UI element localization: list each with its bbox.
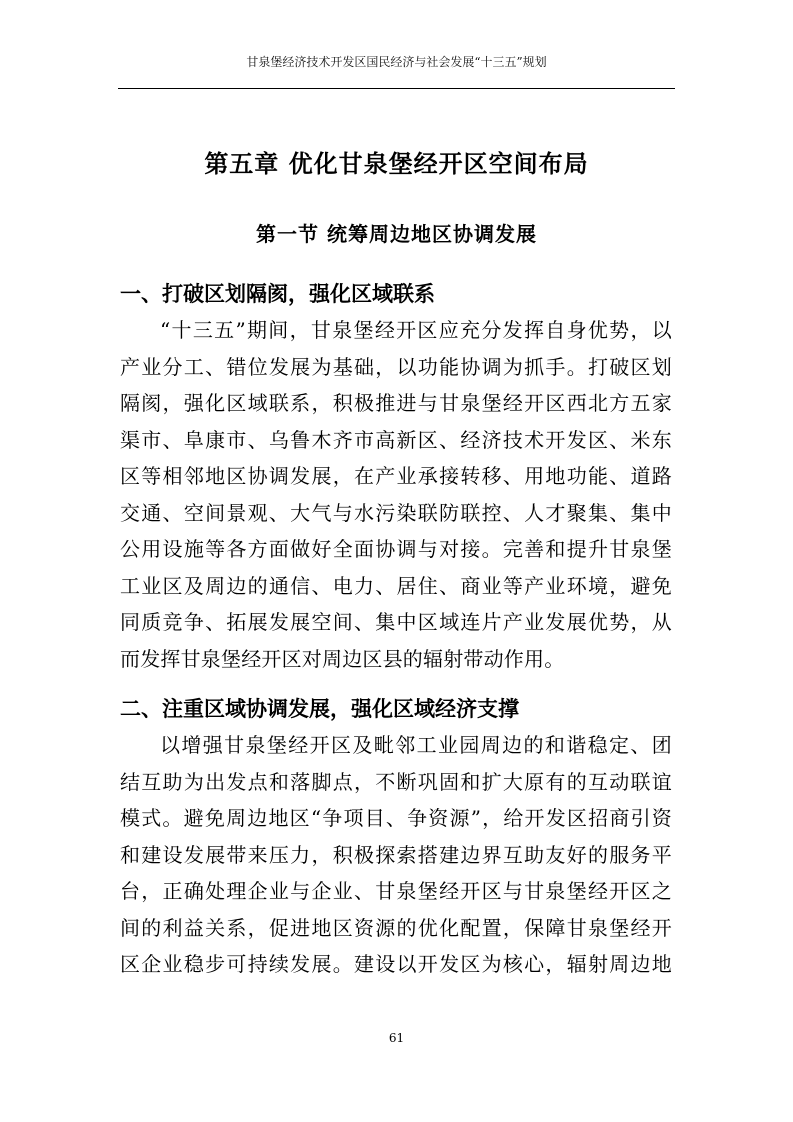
paragraph-line: 区企业稳步可持续发展。建设以开发区为核心，辐射周边地 bbox=[120, 952, 672, 976]
chapter-title: 第五章 优化甘泉堡经开区空间布局 bbox=[204, 150, 589, 178]
subsection-heading-1: 一、打破区划隔阂，强化区域联系 bbox=[120, 282, 435, 306]
paragraph-line: 和建设发展带来压力，积极探索搭建边界互助友好的服务平 bbox=[120, 842, 672, 867]
paragraph-line: 产业分工、错位发展为基础，以功能协调为抓手。打破区划 bbox=[120, 354, 672, 379]
paragraph-line: 公用设施等各方面做好全面协调与对接。完善和提升甘泉堡 bbox=[120, 537, 672, 561]
paragraph-line: 工业区及周边的通信、电力、居住、商业等产业环境，避免 bbox=[120, 573, 672, 598]
paragraph-line: 模式。避免周边地区“争项目、争资源”，给开发区招商引资 bbox=[120, 806, 672, 830]
paragraph-line: 而发挥甘泉堡经开区对周边区县的辐射带动作用。 bbox=[120, 646, 565, 671]
paragraph-line: 区等相邻地区协调发展，在产业承接转移、用地功能、道路 bbox=[120, 464, 672, 488]
body-content bbox=[120, 276, 672, 983]
running-header: 甘泉堡经济技术开发区国民经济与社会发展“十三五”规划 bbox=[246, 55, 547, 69]
section-spacer bbox=[120, 677, 672, 691]
header-divider bbox=[118, 88, 675, 89]
section-title: 第一节 统筹周边地区协调发展 bbox=[256, 222, 537, 246]
paragraph-line: 同质竞争、拓展发展空间、集中区域连片产业发展优势，从 bbox=[120, 610, 672, 634]
paragraph-2 bbox=[120, 727, 672, 983]
paragraph-line: “十三五”期间，甘泉堡经开区应充分发挥自身优势，以 bbox=[160, 318, 672, 342]
paragraph-line: 以增强甘泉堡经开区及毗邻工业园周边的和谐稳定、团 bbox=[160, 733, 672, 757]
paragraph-line: 间的利益关系，促进地区资源的优化配置，保障甘泉堡经开 bbox=[120, 915, 672, 940]
paragraph-line: 交通、空间景观、大气与水污染联防联控、人才聚集、集中 bbox=[120, 500, 672, 525]
paragraph-line: 隔阂，强化区域联系，积极推进与甘泉堡经开区西北方五家 bbox=[120, 391, 672, 415]
paragraph-line: 渠市、阜康市、乌鲁木齐市高新区、经济技术开发区、米东 bbox=[120, 427, 672, 452]
paragraph-line: 结互助为出发点和落脚点，不断巩固和扩大原有的互动联谊 bbox=[120, 769, 672, 794]
subsection-heading-2: 二、注重区域协调发展，强化区域经济支撑 bbox=[120, 697, 519, 721]
paragraph-line: 台，正确处理企业与企业、甘泉堡经开区与甘泉堡经开区之 bbox=[120, 879, 672, 903]
paragraph-1 bbox=[120, 312, 672, 677]
page-number: 61 bbox=[388, 1031, 405, 1045]
